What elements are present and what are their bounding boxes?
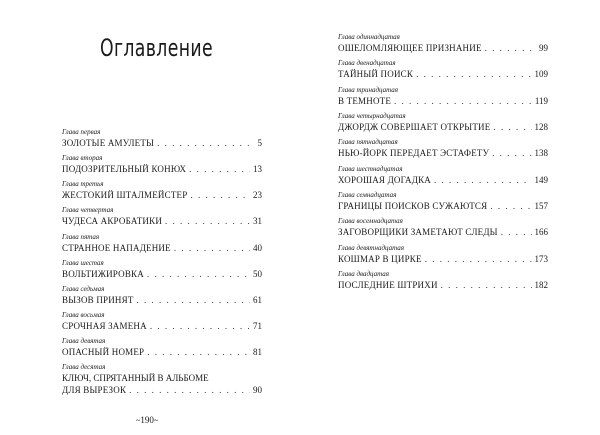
toc-entry — [62, 128, 262, 149]
chapter-title: ДЖОРДЖ СОВЕРШАЕТ ОТКРЫТИЕ — [338, 122, 491, 132]
chapter-title: В ТЕМНОТЕ — [338, 96, 392, 106]
leader-dots — [157, 138, 254, 149]
toc-entry — [62, 180, 262, 201]
leader-dots — [189, 164, 250, 175]
toc-entry — [338, 112, 548, 133]
chapter-label: Глава седьмая — [62, 285, 105, 293]
leader-dots — [425, 254, 532, 265]
chapter-label: Глава двенадцатая — [338, 59, 396, 67]
leader-dots — [501, 227, 532, 238]
chapter-page: 13 — [253, 164, 262, 174]
chapter-page: 61 — [253, 295, 262, 305]
leader-dots — [165, 216, 250, 227]
leader-dots — [492, 148, 531, 159]
chapter-line — [62, 269, 262, 280]
chapter-label: Глава пятая — [62, 233, 100, 241]
chapter-line — [62, 385, 262, 396]
toc-entry — [338, 270, 548, 291]
leader-dots — [174, 243, 250, 254]
chapter-label: Глава четырнадцатая — [338, 112, 406, 120]
chapter-title: ПОСЛЕДНИЕ ШТРИХИ — [338, 280, 438, 290]
leader-dots — [490, 201, 531, 212]
chapter-label: Глава десятая — [62, 363, 106, 371]
chapter-title: ЗАГОВОРЩИКИ ЗАМЕТАЮТ СЛЕДЫ — [338, 227, 498, 237]
chapter-line — [338, 122, 548, 133]
chapter-title-line1: КЛЮЧ, СПРЯТАННЫЙ В АЛЬБОМЕ — [62, 373, 209, 383]
chapter-page: 173 — [534, 254, 548, 264]
toc-entry — [338, 191, 548, 212]
folio-ornament-left: ~ — [136, 416, 141, 425]
chapter-title: ХОРОШАЯ ДОГАДКА — [338, 175, 431, 185]
chapter-line — [338, 43, 548, 54]
toc-entry — [62, 363, 262, 396]
chapter-line — [338, 280, 548, 291]
page-number — [136, 415, 158, 425]
chapter-page: 71 — [253, 321, 262, 331]
toc-entry — [62, 285, 262, 306]
chapter-line — [62, 321, 262, 332]
chapter-title: КОШМАР В ЦИРКЕ — [338, 254, 422, 264]
chapter-label: Глава одиннадцатая — [338, 33, 400, 41]
chapter-page: 138 — [534, 148, 548, 158]
chapter-title: ВОЛЬТИЖИРОВКА — [62, 269, 144, 279]
page-title: Оглавление — [100, 34, 213, 62]
toc-entry — [62, 259, 262, 280]
leader-dots — [416, 69, 531, 80]
chapter-line — [338, 175, 548, 186]
toc-entry — [62, 311, 262, 332]
chapter-page: 166 — [534, 227, 548, 237]
chapter-label: Глава двадцатая — [338, 270, 390, 278]
toc-entry — [62, 337, 262, 358]
toc-entry — [338, 217, 548, 238]
leader-dots — [434, 175, 532, 186]
chapter-title: ВЫЗОВ ПРИНЯТ — [62, 295, 134, 305]
chapter-label: Глава первая — [62, 128, 101, 136]
toc-entry — [338, 138, 548, 159]
leader-dots — [147, 269, 250, 280]
chapter-page: 109 — [534, 69, 548, 79]
leader-dots — [137, 295, 250, 306]
chapter-label: Глава шестнадцатая — [338, 165, 403, 173]
chapter-label: Глава вторая — [62, 154, 103, 162]
chapter-page: 149 — [534, 175, 548, 185]
chapter-line — [338, 148, 548, 159]
chapter-line — [338, 96, 548, 107]
chapter-label: Глава тринадцатая — [338, 86, 399, 94]
chapter-title: ГРАНИЦЫ ПОИСКОВ СУЖАЮТСЯ — [338, 201, 488, 211]
toc-entry — [338, 165, 548, 186]
chapter-title: НЬЮ-ЙОРК ПЕРЕДАЕТ ЭСТАФЕТУ — [338, 148, 490, 158]
toc-entry — [338, 244, 548, 265]
chapter-label: Глава пятнадцатая — [338, 138, 398, 146]
chapter-label: Глава семнадцатая — [338, 191, 397, 199]
chapter-page: 182 — [534, 280, 548, 290]
chapter-label: Глава шестая — [62, 259, 104, 267]
chapter-page: 50 — [253, 269, 262, 279]
chapter-title: ЧУДЕСА АКРОБАТИКИ — [62, 216, 163, 226]
toc-entry — [62, 154, 262, 175]
toc-entry — [338, 59, 548, 80]
chapter-page: 81 — [253, 347, 262, 357]
toc-entry — [62, 206, 262, 227]
chapter-line — [338, 201, 548, 212]
chapter-label: Глава третья — [62, 180, 104, 188]
leader-dots — [394, 96, 532, 107]
chapter-line — [338, 254, 548, 265]
chapter-page: 90 — [253, 385, 262, 395]
chapter-page: 23 — [253, 190, 262, 200]
leader-dots — [129, 385, 250, 396]
chapter-title: ТАЙНЫЙ ПОИСК — [338, 69, 414, 79]
leader-dots — [190, 190, 250, 201]
toc-entry — [338, 86, 548, 107]
chapter-label: Глава восьмая — [62, 311, 105, 319]
chapter-title-line2: ДЛЯ ВЫРЕЗОК — [62, 385, 127, 395]
chapter-line — [62, 347, 262, 358]
leader-dots — [150, 321, 250, 332]
chapter-title: ЖЕСТОКИЙ ШТАЛМЕЙСТЕР — [62, 190, 188, 200]
chapter-line — [62, 164, 262, 175]
chapter-label: Глава четвертая — [62, 206, 114, 214]
chapter-line — [62, 190, 262, 201]
chapter-line — [62, 216, 262, 227]
toc-entry — [62, 233, 262, 254]
leader-dots — [493, 122, 531, 133]
chapter-title: ОПАСНЫЙ НОМЕР — [62, 347, 145, 357]
folio-ornament-right: ~ — [153, 416, 159, 425]
chapter-page: 40 — [253, 243, 262, 253]
chapter-label: Глава девятнадцатая — [338, 244, 404, 252]
leader-dots — [485, 43, 536, 54]
chapter-title: СТРАННОЕ НАПАДЕНИЕ — [62, 243, 171, 253]
chapter-line — [338, 69, 548, 80]
chapter-label: Глава девятая — [62, 337, 106, 345]
chapter-page: 31 — [253, 216, 262, 226]
leader-dots — [147, 347, 250, 358]
folio-number: 190 — [140, 415, 154, 425]
toc-entry — [338, 33, 548, 54]
chapter-label: Глава восемнадцатая — [338, 217, 403, 225]
chapter-page: 5 — [257, 138, 262, 148]
chapter-page: 128 — [534, 122, 548, 132]
leader-dots — [441, 280, 532, 291]
chapter-title: СРОЧНАЯ ЗАМЕНА — [62, 321, 147, 331]
chapter-line — [62, 295, 262, 306]
chapter-page: 157 — [534, 201, 548, 211]
chapter-title: ЗОЛОТЫЕ АМУЛЕТЫ — [62, 138, 155, 148]
chapter-title: ПОДОЗРИТЕЛЬНЫЙ КОНЮХ — [62, 164, 187, 174]
chapter-line — [338, 227, 548, 238]
chapter-page: 99 — [539, 43, 548, 53]
chapter-title: ОШЕЛОМЛЯЮЩЕЕ ПРИЗНАНИЕ — [338, 43, 482, 53]
chapter-page: 119 — [534, 96, 548, 106]
chapter-line — [62, 243, 262, 254]
chapter-line — [62, 138, 262, 149]
